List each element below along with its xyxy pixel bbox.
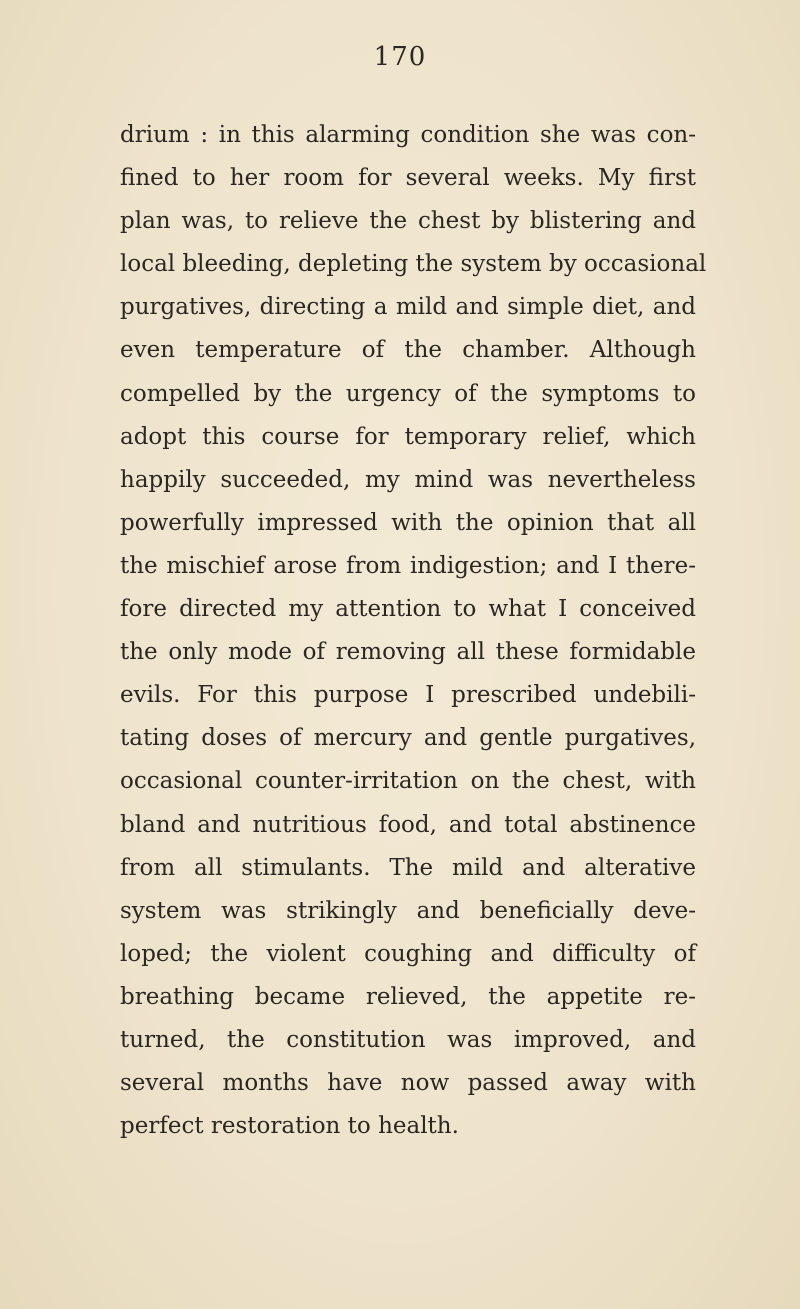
text-line: fore directed my attention to what I conceived: [120, 596, 696, 623]
text-line: plan was, to relieve the chest by blistering and: [120, 208, 696, 235]
text-line: local bleeding, depleting the system by occasional: [120, 251, 707, 278]
text-line: the only mode of removing all these formidable: [120, 639, 696, 666]
text-line: the mischief arose from indigestion; and I there-: [120, 552, 696, 579]
text-line: happily succeeded, my mind was nevertheless: [120, 466, 696, 493]
text-line: bland and nutritious food, and total abstinence: [120, 811, 696, 838]
text-line: even temperature of the chamber. Although: [120, 337, 696, 364]
text-line: compelled by the urgency of the symptoms to: [120, 380, 696, 407]
text-line: occasional counter-irritation on the chest, with: [120, 768, 696, 795]
text-line: loped; the violent coughing and difficulty of: [120, 940, 696, 967]
page-number: 170: [373, 42, 427, 72]
text-line: turned, the constitution was improved, and: [120, 1026, 696, 1053]
text-line: adopt this course for temporary relief, which: [120, 423, 696, 450]
text-line: tating doses of mercury and gentle purgatives,: [120, 725, 696, 752]
text-line: several months have now passed away with: [120, 1070, 696, 1097]
text-line: perfect restoration to health.: [120, 1113, 459, 1140]
text-line: evils. For this purpose I prescribed undebili-: [120, 682, 696, 709]
text-line: purgatives, directing a mild and simple diet, and: [120, 294, 696, 321]
text-line: fined to her room for several weeks. My first: [120, 165, 696, 192]
body-text: [120, 114, 707, 1148]
text-line: breathing became relieved, the appetite re-: [120, 983, 696, 1010]
text-line: from all stimulants. The mild and alterative: [120, 854, 696, 881]
text-line: powerfully impressed with the opinion that all: [120, 509, 696, 536]
text-line: system was strikingly and beneficially deve-: [120, 897, 696, 924]
text-line: drium : in this alarming condition she was con-: [120, 122, 696, 148]
